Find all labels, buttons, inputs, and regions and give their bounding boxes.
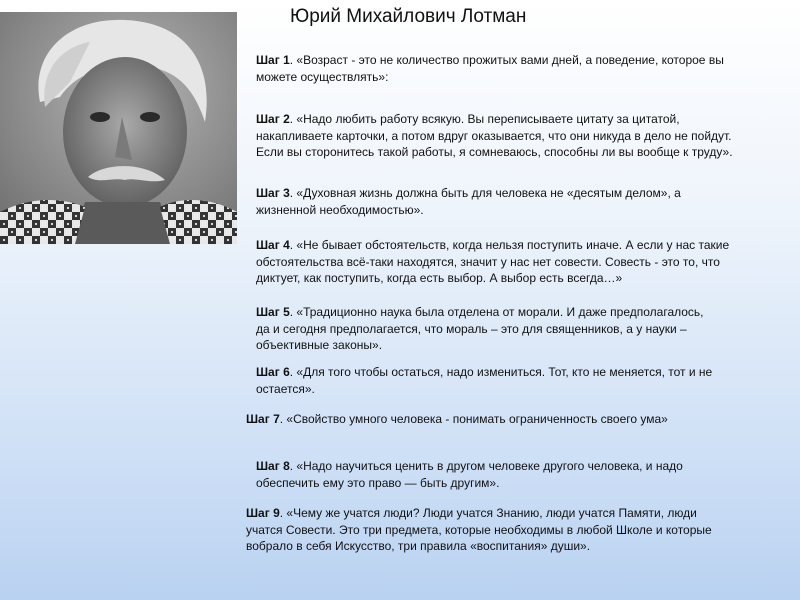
step-7 [246,411,786,428]
step-text: . «Духовная жизнь должна быть для человека не «десятым делом», а жизненной необходимостью». [256,186,681,217]
step-label: Шаг 3 [256,186,290,200]
step-label: Шаг 1 [256,53,290,67]
step-text: . «Традиционно наука была отделена от морали. И даже предполагалось, да и сегодня предполагается, что мораль – это для священников, а у науки – объективные законы». [256,305,704,352]
step-label: Шаг 4 [256,238,290,252]
step-label: Шаг 2 [256,112,290,126]
step-2 [256,111,756,161]
step-text: . «Свойство умного человека - понимать ограниченность своего ума» [279,412,668,426]
step-3 [256,185,736,218]
step-text: . «Не бывает обстоятельств, когда нельзя поступить иначе. А если у нас такие обстоятельства всё-таки находятся, значит у нас нет совести. Совесть - это то, что диктует, как поступить, когда есть выбор. А выбор есть всегда…» [256,238,730,285]
step-label: Шаг 5 [256,305,290,319]
step-text: . «Надо любить работу всякую. Вы переписываете цитату за цитатой, накапливаете карточки, а потом вдруг оказывается, что они никуда в дело не пойдут. Если вы сторонитесь такой работы, я сомневаюсь, способны ли вы вообще к труду». [256,112,733,159]
step-6 [256,364,756,397]
step-label: Шаг 6 [256,365,290,379]
step-text: . «Надо научиться ценить в другом человеке другого человека, и надо обеспечить ему это право — быть другим». [256,459,683,490]
step-8 [256,458,746,491]
step-5 [256,304,716,354]
portrait-photo [0,12,237,244]
step-text: . «Возраст - это не количество прожитых вами дней, а поведение, которое вы можете осуществлять»: [256,53,724,84]
step-9 [246,505,726,555]
step-label: Шаг 7 [246,412,280,426]
step-text: . «Чему же учатся люди? Люди учатся Знанию, люди учатся Памяти, люди учатся Совести. Это три предмета, которые необходимы в любой Школе и которые вобрало в себя Искусство, три правила «воспитания» души». [246,506,712,553]
step-text: . «Для того чтобы остаться, надо измениться. Тот, кто не меняется, тот и не остается». [256,365,713,396]
step-label: Шаг 8 [256,459,290,473]
page-title: Юрий Михайлович Лотман [290,6,527,27]
step-1 [256,52,766,85]
step-label: Шаг 9 [246,506,280,520]
step-4 [256,237,756,287]
